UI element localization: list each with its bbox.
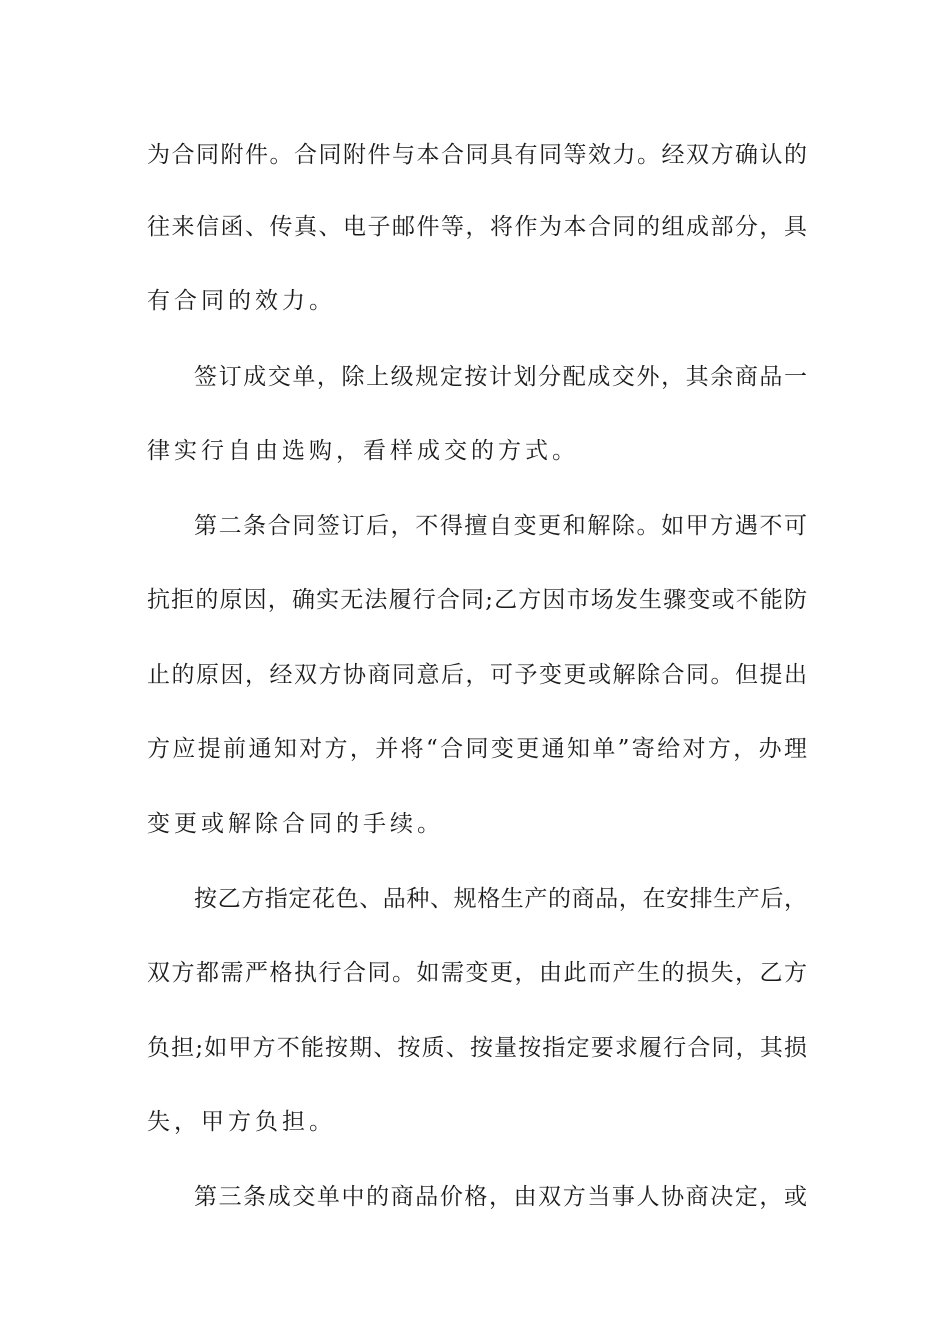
text-line-2: 往来信函、传真、电子邮件等，将作为本合同的组成部分，具	[147, 214, 807, 240]
text-line-3: 有合同的效力。	[147, 288, 336, 314]
text-line-15: 第三条成交单中的商品价格，由双方当事人协商决定，或	[194, 1184, 807, 1210]
text-line-9: 方应提前通知对方，并将“合同变更通知单”寄给对方，办理	[147, 736, 807, 762]
text-line-1: 为合同附件。合同附件与本合同具有同等效力。经双方确认的	[147, 142, 807, 168]
text-line-13: 负担;如甲方不能按期、按质、按量按指定要求履行合同，其损	[147, 1035, 807, 1061]
text-line-4: 签订成交单，除上级规定按计划分配成交外，其余商品一	[194, 364, 807, 390]
text-line-14: 失，甲方负担。	[147, 1109, 336, 1135]
text-line-6: 第二条合同签订后，不得擅自变更和解除。如甲方遇不可	[194, 513, 807, 539]
text-line-7: 抗拒的原因，确实无法履行合同;乙方因市场发生骤变或不能防	[147, 587, 807, 613]
text-line-5: 律实行自由选购，看样成交的方式。	[147, 438, 579, 464]
text-line-11: 按乙方指定花色、品种、规格生产的商品，在安排生产后，	[194, 886, 807, 912]
text-line-8: 止的原因，经双方协商同意后，可予变更或解除合同。但提出	[147, 662, 807, 688]
text-line-12: 双方都需严格执行合同。如需变更，由此而产生的损失，乙方	[147, 960, 807, 986]
text-line-10: 变更或解除合同的手续。	[147, 811, 444, 837]
